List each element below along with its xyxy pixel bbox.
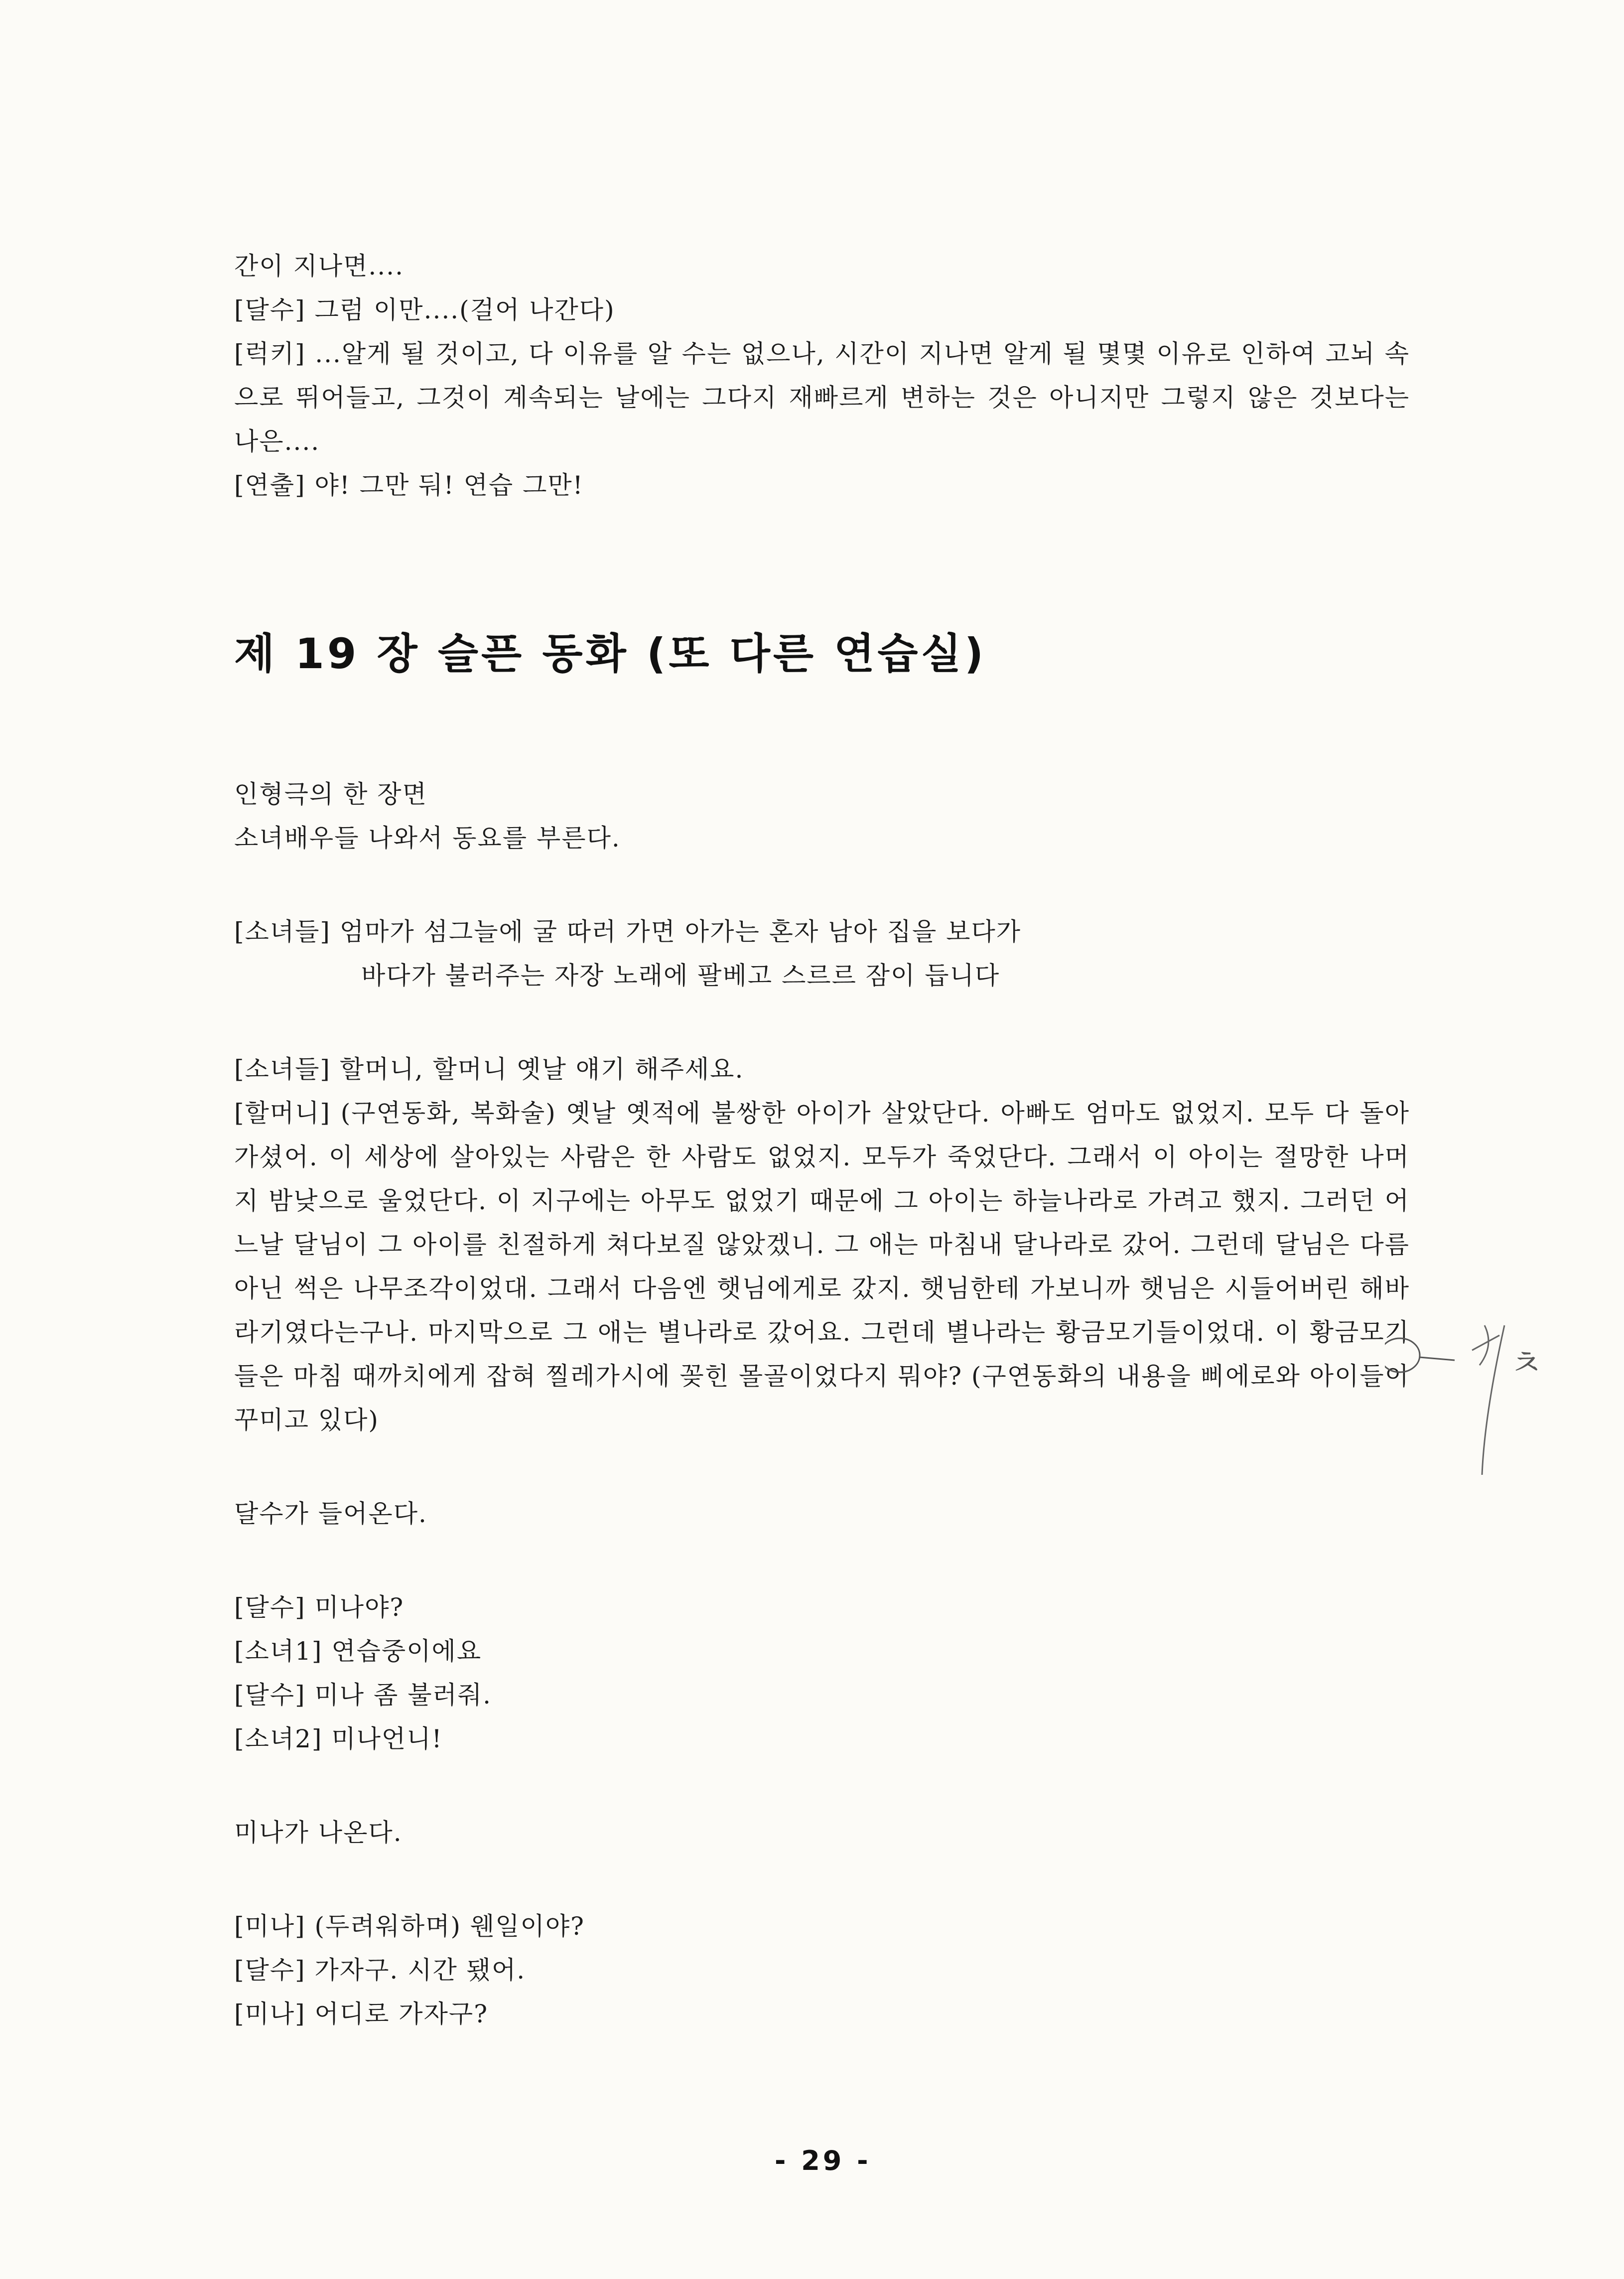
- stage-direction: 인형극의 한 장면: [234, 780, 427, 809]
- song-line: 바다가 불러주는 자장 노래에 팔베고 스르르 잠이 듭니다: [361, 961, 1000, 990]
- page-number: - 29 -: [775, 2145, 871, 2176]
- proofreading-circle: [1385, 1338, 1420, 1372]
- song-line: [소녀들] 엄마가 섬그늘에 굴 따러 가면 아가는 혼자 남아 집을 보다가: [234, 917, 1022, 946]
- proofreading-text: ㅊ: [1509, 1343, 1543, 1384]
- text-line: [연출] 야! 그만 둬! 연습 그만!: [234, 471, 584, 500]
- dialogue-line: [미나] 어디로 가자구?: [234, 1999, 489, 2028]
- grandma-paragraph: [할머니] (구연동화, 복화술) 옛날 옛적에 불쌍한 아이가 살았단다. 아빠도 엄마도 없었지. 모두 다 돌아가셨어. 이 세상에 살아있는 사람은 한 사람도 없었지. 모두가 죽었단다. 그래서 이 아이는 절망한 나머지 밤낮으로 울었단다. 이 지구에는 아무도 없었기 때문에 그 아이는 하늘나라로 가려고 했지. 그러던 어느날 달님이 그 아이를 친절하게 쳐다보질 않았겠니. 그 애는 마침내 달나라로 갔어. 그런데 달님은 다름아닌 썩은 나무조각이었대. 그래서 다음엔 햇님에게로 갔지. 햇님한테 가보니까 햇님은 시들어버린 해바라기였다는구나. 마지막으로 그 애는 별나라로 갔어요. 그런데 별나라는 황금모기들이었대. 이 황금모기들은 마침 때까치에게 잡혀 찔레가시에 꽂힌 몰골이었다지 뭐야? (구연동화의 내용을 삐에로와 아이들이 꾸미고 있다): [234, 1099, 1410, 1434]
- top-section: [234, 244, 1410, 507]
- stage-direction: 소녀배우들 나와서 동요를 부른다.: [234, 824, 621, 853]
- dialogue-line: [달수] 미나야?: [234, 1593, 405, 1622]
- text-line: 간이 지나면....: [234, 252, 404, 281]
- proofreading-stroke: [1420, 1357, 1455, 1360]
- stage-direction: 미나가 나온다.: [234, 1818, 403, 1847]
- dialogue-line: [소녀1] 연습중이에요: [234, 1637, 482, 1666]
- dialogue-line: [소녀2] 미나언니!: [234, 1724, 443, 1753]
- chapter-title: 제 19 장 슬픈 동화 (또 다른 연습실): [234, 629, 987, 678]
- dialogue-line: [미나] (두려워하며) 웬일이야?: [234, 1912, 585, 1941]
- dialogue-line: [달수] 가자구. 시간 됐어.: [234, 1956, 526, 1985]
- dialogue-line: [달수] 미나 좀 불러줘.: [234, 1681, 492, 1709]
- text-line: [달수] 그럼 이만....(걸어 나간다): [234, 295, 615, 324]
- chapter-body: [234, 772, 1410, 2036]
- dialogue-line: [소녀들] 할머니, 할머니 옛날 얘기 해주세요.: [234, 1055, 744, 1084]
- proofreading-stroke: [1472, 1325, 1504, 1475]
- proofreading-mark: [1385, 1315, 1554, 1485]
- dialogue-paragraph: [럭키] ...알게 될 것이고, 다 이유를 알 수는 없으나, 시간이 지나면 알게 될 몇몇 이유로 인하여 고뇌 속으로 뛰어들고, 그것이 계속되는 날에는 그다지 재빠르게 변하는 것은 아니지만 그렇지 않은 것보다는 나은....: [234, 339, 1410, 456]
- stage-direction: 달수가 들어온다.: [234, 1499, 427, 1528]
